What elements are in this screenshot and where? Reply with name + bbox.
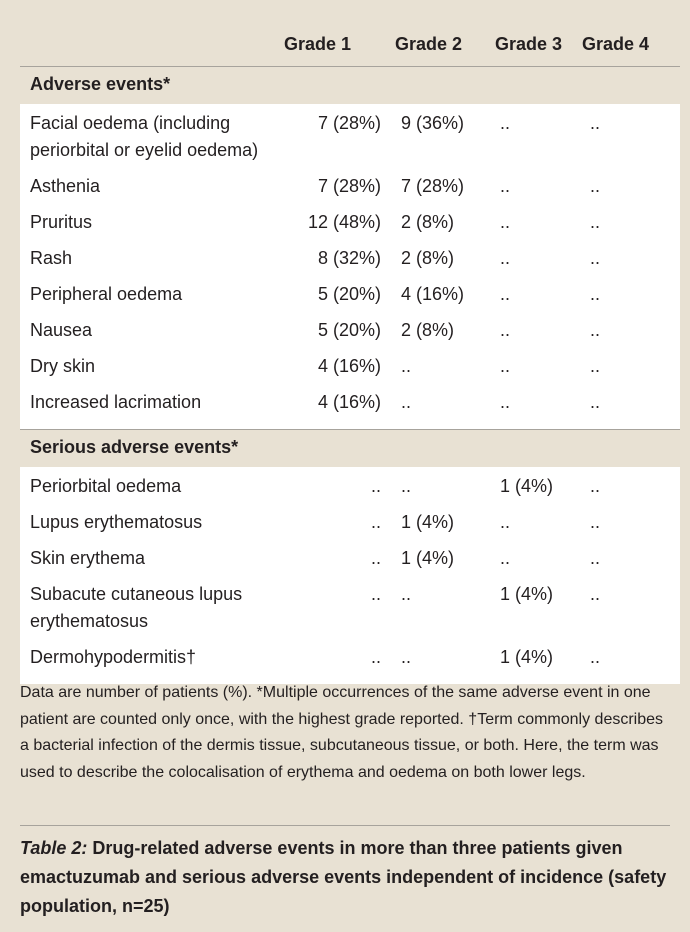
cell-grade-1: 12 (48%) xyxy=(307,212,381,232)
cell-grade-4: .. xyxy=(590,476,601,496)
section-heading: Serious adverse events* xyxy=(20,429,680,467)
table-caption xyxy=(20,825,670,921)
cell-grade-3: .. xyxy=(500,212,511,232)
table-row xyxy=(20,353,680,389)
row-label: Increased lacrimation xyxy=(30,392,202,412)
row-label: Dermohypodermitis† xyxy=(30,647,197,667)
cell-grade-4: .. xyxy=(590,392,601,412)
row-label: Asthenia xyxy=(30,176,101,196)
cell-grade-2: 7 (28%) xyxy=(401,176,465,196)
cell-grade-2: 1 (4%) xyxy=(401,548,455,568)
cell-grade-2: .. xyxy=(401,356,412,376)
cell-grade-1: 4 (16%) xyxy=(317,356,381,376)
cell-grade-4: .. xyxy=(590,584,601,604)
cell-grade-2: 1 (4%) xyxy=(401,512,455,532)
table-header xyxy=(20,20,680,66)
adverse-events-table xyxy=(20,20,680,684)
cell-grade-4: .. xyxy=(590,176,601,196)
cell-grade-2: 9 (36%) xyxy=(401,113,465,133)
cell-grade-1: 7 (28%) xyxy=(317,113,381,133)
section-body xyxy=(20,104,680,429)
cell-grade-3: .. xyxy=(500,248,511,268)
section-body xyxy=(20,467,680,684)
cell-grade-3: .. xyxy=(500,176,511,196)
cell-grade-4: .. xyxy=(590,248,601,268)
cell-grade-2: .. xyxy=(401,476,412,496)
cell-grade-4: .. xyxy=(590,647,601,667)
table-row xyxy=(20,173,680,209)
table-row xyxy=(20,317,680,353)
table-row xyxy=(20,473,680,509)
row-label: Nausea xyxy=(30,320,93,340)
caption-text: Drug-related adverse events in more than three patients given emactuzumab and serious adverse events independent of incidence (safety population, n=25) xyxy=(20,838,667,916)
cell-grade-2: .. xyxy=(401,392,412,412)
table-row xyxy=(20,281,680,317)
section-heading: Adverse events* xyxy=(20,66,680,104)
row-label: Peripheral oedema xyxy=(30,284,183,304)
cell-grade-3: .. xyxy=(500,356,511,376)
cell-grade-3: .. xyxy=(500,512,511,532)
cell-grade-1: 8 (32%) xyxy=(317,248,381,268)
cell-grade-4: .. xyxy=(590,113,601,133)
header-grade-1: Grade 1 xyxy=(284,34,352,54)
cell-grade-1: .. xyxy=(370,584,381,604)
header-grade-2: Grade 2 xyxy=(395,34,463,54)
cell-grade-2: .. xyxy=(401,647,412,667)
cell-grade-3: .. xyxy=(500,392,511,412)
cell-grade-2: .. xyxy=(401,584,412,604)
cell-grade-4: .. xyxy=(590,512,601,532)
header-grade-4: Grade 4 xyxy=(582,34,650,54)
cell-grade-1: .. xyxy=(370,512,381,532)
table-row xyxy=(20,110,680,173)
table-row xyxy=(20,545,680,581)
cell-grade-2: 2 (8%) xyxy=(401,212,455,232)
row-label: Subacute cutaneous lupus erythematosus xyxy=(30,584,243,631)
table-row xyxy=(20,389,680,425)
row-label: Facial oedema (including periorbital or eyelid oedema) xyxy=(30,113,259,160)
cell-grade-1: 7 (28%) xyxy=(317,176,381,196)
cell-grade-4: .. xyxy=(590,356,601,376)
cell-grade-4: .. xyxy=(590,212,601,232)
caption-label: Table 2: xyxy=(20,838,88,858)
cell-grade-4: .. xyxy=(590,320,601,340)
row-label: Rash xyxy=(30,248,73,268)
table-row xyxy=(20,644,680,680)
table-row xyxy=(20,209,680,245)
cell-grade-1: .. xyxy=(370,548,381,568)
row-label: Skin erythema xyxy=(30,548,146,568)
cell-grade-1: .. xyxy=(370,476,381,496)
cell-grade-1: 5 (20%) xyxy=(317,320,381,340)
table-body xyxy=(20,66,680,684)
cell-grade-3: .. xyxy=(500,548,511,568)
row-label: Dry skin xyxy=(30,356,96,376)
table-row xyxy=(20,581,680,644)
cell-grade-4: .. xyxy=(590,548,601,568)
header-grade-3: Grade 3 xyxy=(495,34,563,54)
table-panel xyxy=(10,10,680,922)
row-label: Periorbital oedema xyxy=(30,476,182,496)
cell-grade-3: 1 (4%) xyxy=(500,476,554,496)
cell-grade-1: 5 (20%) xyxy=(317,284,381,304)
cell-grade-2: 2 (8%) xyxy=(401,248,455,268)
cell-grade-1: .. xyxy=(370,647,381,667)
cell-grade-3: .. xyxy=(500,320,511,340)
row-label: Pruritus xyxy=(30,212,93,232)
table-row xyxy=(20,245,680,281)
cell-grade-3: 1 (4%) xyxy=(500,584,554,604)
cell-grade-3: .. xyxy=(500,284,511,304)
cell-grade-3: .. xyxy=(500,113,511,133)
cell-grade-2: 2 (8%) xyxy=(401,320,455,340)
cell-grade-4: .. xyxy=(590,284,601,304)
cell-grade-1: 4 (16%) xyxy=(317,392,381,412)
cell-grade-2: 4 (16%) xyxy=(401,284,465,304)
row-label: Lupus erythematosus xyxy=(30,512,203,532)
table-row xyxy=(20,509,680,545)
table-footnote: Data are number of patients (%). *Multiple occurrences of the same adverse event in one patient are counted only once, with the highest grade reported. †Term commonly describes a bacterial infection of the dermis tissue, subcutaneous tissue, or both. Here, the term was used to describe the colocalisation of erythema and oedema on both lower legs. xyxy=(20,684,664,781)
cell-grade-3: 1 (4%) xyxy=(500,647,554,667)
